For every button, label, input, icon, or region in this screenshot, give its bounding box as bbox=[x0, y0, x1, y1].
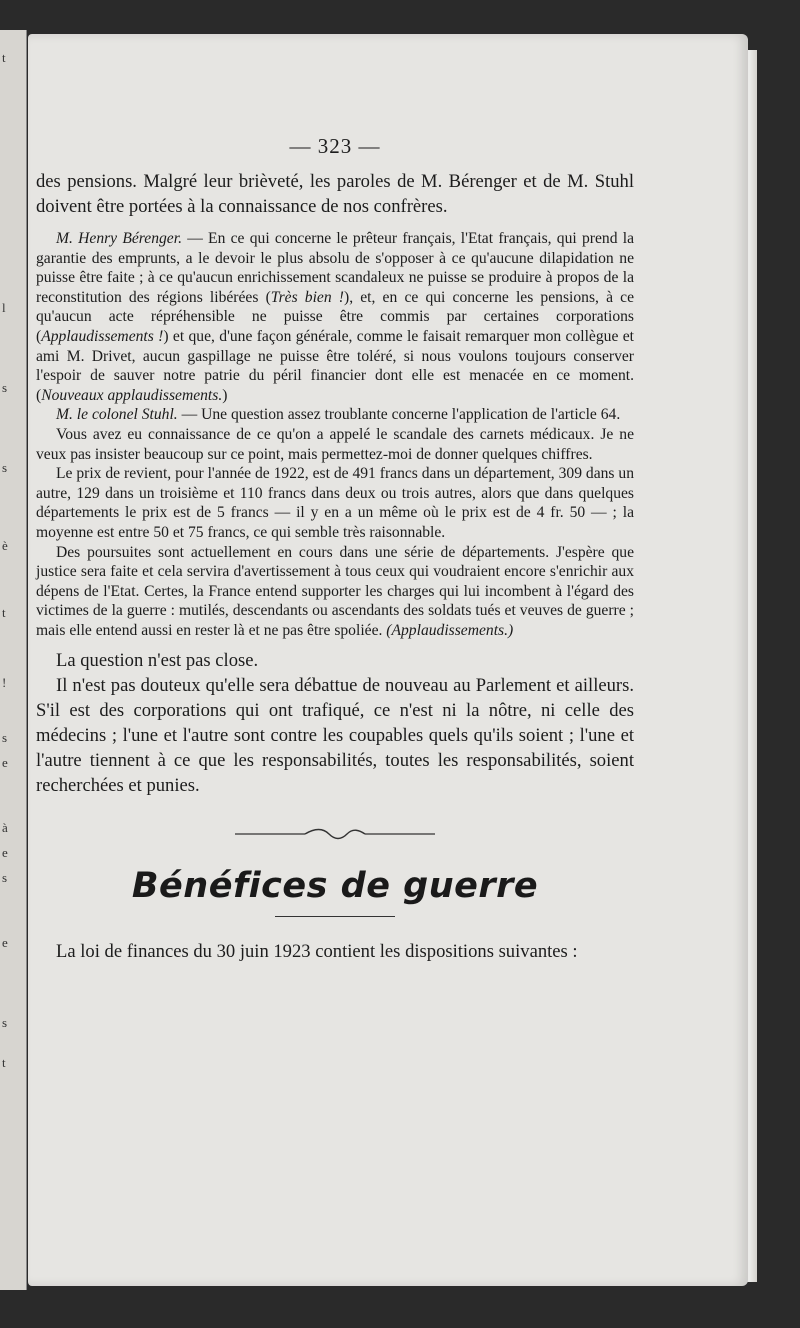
margin-letter: t bbox=[2, 1055, 6, 1070]
margin-letter: s bbox=[2, 730, 8, 745]
margin-letter: à bbox=[2, 820, 8, 835]
stage-direction: Applaudissements ! bbox=[41, 327, 164, 345]
speech-text: ), et, en ce qui concerne les pensions, à ce qu'aucun acte répréhensible ne puisse être commis par certaines corporations ( bbox=[36, 288, 634, 345]
closing-paragraph: Il n'est pas douteux qu'elle sera débattue de nouveau au Parlement et ailleurs. S'il est des corporations qui ont trafiqué, ce n'est ni la nôtre, ni celle des médecins ; l'une et l'autre sont contre les coupables quels qu'ils soient ; l'une et l'autre tiennent à ce que les responsabilités, toutes les responsabilités, soient recherchées et punies. bbox=[36, 675, 634, 797]
ornamental-separator bbox=[235, 826, 435, 842]
stage-direction: (Applaudissements.) bbox=[386, 621, 514, 639]
closing-line: La question n'est pas close. bbox=[56, 650, 259, 672]
title-underline bbox=[275, 916, 395, 917]
margin-letter: s bbox=[2, 380, 8, 395]
previous-page-edge bbox=[0, 30, 27, 1290]
intro-paragraph: des pensions. Malgré leur brièveté, les paroles de M. Bérenger et de M. Stuhl doivent être portées à la connaissance de nos confrères. bbox=[36, 171, 634, 217]
margin-letter: t bbox=[2, 605, 6, 620]
margin-letter: e bbox=[2, 935, 8, 950]
margin-letter: s bbox=[2, 870, 8, 885]
speech-stuhl-p4 bbox=[36, 543, 634, 641]
speech-berenger bbox=[36, 229, 634, 405]
stage-direction: Nouveaux applaudissements. bbox=[41, 386, 223, 404]
speech-text: — En ce qui concerne le prêteur français, l'Etat français, qui prend la garantie des emprunts, a le devoir le plus absolu de s'opposer à ce qu'aucune dilapidation ne puisse être faite ; à ce qu'aucun enrichissement scandaleux ne puisse se produire à propos de la reconstitution des régions libérées ( bbox=[36, 230, 634, 306]
final-paragraph: La loi de finances du 30 juin 1923 contient les dispositions suivantes : bbox=[56, 941, 578, 963]
margin-letter: e bbox=[2, 845, 8, 860]
stage-direction: Très bien ! bbox=[270, 288, 344, 306]
speech-text: ) et que, d'une façon générale, comme le faisait remarquer mon collègue et ami M. Drivet, aucun gaspillage ne puisse être toléré, si nous voulons toujours conserver l'espoir de sauver notre patrie du péril financier dont elle est menacée en ce moment. ( bbox=[36, 327, 634, 404]
page-content bbox=[36, 134, 634, 964]
section-title: Bénéfices de guerre bbox=[131, 866, 539, 907]
speech-stuhl-p2: Vous avez eu connaissance de ce qu'on a appelé le scandale des carnets médicaux. Je ne veux pas insister beaucoup sur ce point, mais permettez-moi de donner quelques chiffres. bbox=[36, 425, 634, 463]
speech-text: Des poursuites sont actuellement en cours dans une série de départements. J'espère que justice sera faite et cela servira d'avertissement à tous ceux qui voudraient encore s'enrichir aux dépens de l'Etat. Certes, la France entend supporter les charges qui lui incombent à l'égard des victimes de la guerre : mutilés, descendants ou ascendants des soldats tués et veuves de guerre ; mais elle entend aussi en rester là et ne pas être spoliée. bbox=[36, 543, 634, 639]
margin-letter: l bbox=[2, 300, 6, 315]
margin-letter: è bbox=[2, 538, 8, 553]
speech-text: — Une question assez troublante concerne l'application de l'article 64. bbox=[177, 406, 621, 424]
speaker-name: M. Henry Bérenger. bbox=[56, 230, 182, 247]
speech-stuhl-p3: Le prix de revient, pour l'année de 1922, est de 491 francs dans un département, 309 dans un autre, 129 dans un troisième et 110 francs dans deux ou trois autres, alors que dans quelques départements le prix est de 5 francs — il y en a un même où le prix est de 4 fr. 50 — ; la moyenne est entre 50 et 75 francs, ce qui semble très raisonnable. bbox=[36, 465, 634, 541]
speaker-name: M. le colonel Stuhl. bbox=[56, 406, 178, 424]
speech-text: ) bbox=[222, 386, 228, 404]
margin-letter: s bbox=[2, 460, 8, 475]
margin-letter: s bbox=[2, 1015, 8, 1030]
margin-letter: t bbox=[2, 50, 6, 65]
speech-stuhl bbox=[36, 405, 634, 425]
margin-letter: e bbox=[2, 755, 8, 770]
margin-letter: ! bbox=[2, 675, 7, 690]
page-number: — 323 — bbox=[289, 134, 381, 158]
